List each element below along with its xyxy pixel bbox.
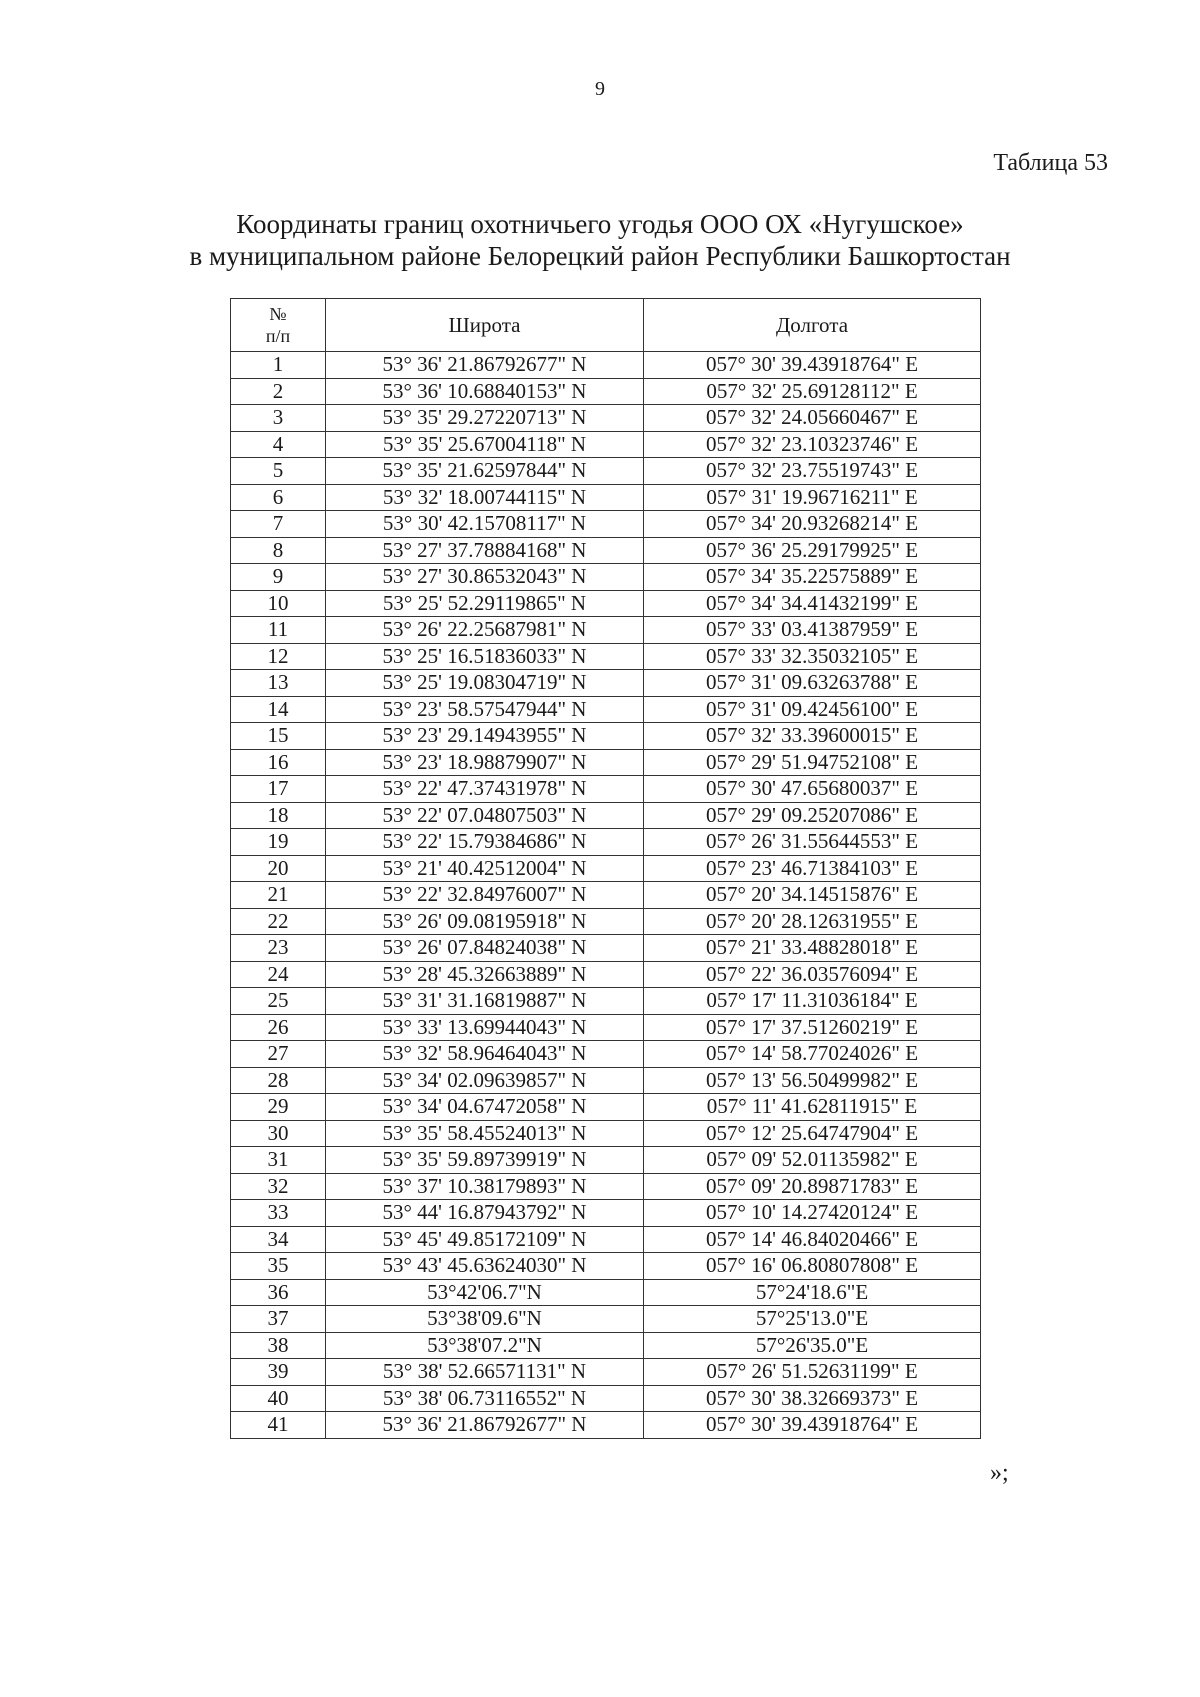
table-row: [231, 352, 981, 379]
title-line-1: Координаты границ охотничьего угодья ООО ОХ «Нугушское»: [236, 209, 964, 239]
table-row: [231, 1120, 981, 1147]
row-number-cell: 26: [231, 1014, 326, 1041]
row-number-cell: 10: [231, 590, 326, 617]
longitude-cell: 057° 11' 41.62811915" E: [644, 1094, 981, 1121]
row-number-cell: 29: [231, 1094, 326, 1121]
table-row: [231, 1147, 981, 1174]
table-row: [231, 1200, 981, 1227]
table-row: [231, 484, 981, 511]
header-number-line-1: №: [269, 304, 287, 324]
latitude-cell: 53° 23' 58.57547944" N: [326, 696, 644, 723]
latitude-cell: 53° 22' 15.79384686" N: [326, 829, 644, 856]
longitude-cell: 057° 17' 37.51260219" E: [644, 1014, 981, 1041]
row-number-cell: 38: [231, 1332, 326, 1359]
longitude-cell: 057° 20' 28.12631955" E: [644, 908, 981, 935]
latitude-cell: 53° 26' 22.25687981" N: [326, 617, 644, 644]
table-row: [231, 1067, 981, 1094]
row-number-cell: 33: [231, 1200, 326, 1227]
longitude-cell: 057° 16' 06.80807808" E: [644, 1253, 981, 1280]
row-number-cell: 25: [231, 988, 326, 1015]
header-longitude: Долгота: [644, 299, 981, 352]
row-number-cell: 6: [231, 484, 326, 511]
longitude-cell: 057° 34' 20.93268214" E: [644, 511, 981, 538]
latitude-cell: 53°42'06.7"N: [326, 1279, 644, 1306]
latitude-cell: 53° 30' 42.15708117" N: [326, 511, 644, 538]
longitude-cell: 057° 31' 09.42456100" E: [644, 696, 981, 723]
longitude-cell: 057° 31' 19.96716211" E: [644, 484, 981, 511]
table-row: [231, 431, 981, 458]
row-number-cell: 4: [231, 431, 326, 458]
title-line-2: в муниципальном районе Белорецкий район Республики Башкортостан: [189, 241, 1011, 271]
longitude-cell: 057° 32' 33.39600015" E: [644, 723, 981, 750]
longitude-cell: 057° 30' 39.43918764" E: [644, 352, 981, 379]
row-number-cell: 24: [231, 961, 326, 988]
table-row: [231, 935, 981, 962]
longitude-cell: 057° 30' 39.43918764" E: [644, 1412, 981, 1439]
longitude-cell: 057° 29' 09.25207086" E: [644, 802, 981, 829]
latitude-cell: 53° 22' 07.04807503" N: [326, 802, 644, 829]
latitude-cell: 53° 35' 59.89739919" N: [326, 1147, 644, 1174]
table-row: [231, 405, 981, 432]
table-row: [231, 378, 981, 405]
longitude-cell: 57°26'35.0"E: [644, 1332, 981, 1359]
row-number-cell: 32: [231, 1173, 326, 1200]
coordinates-table: [230, 298, 981, 1439]
table-row: [231, 1226, 981, 1253]
row-number-cell: 2: [231, 378, 326, 405]
longitude-cell: 057° 12' 25.64747904" E: [644, 1120, 981, 1147]
longitude-cell: 057° 31' 09.63263788" E: [644, 670, 981, 697]
latitude-cell: 53° 23' 29.14943955" N: [326, 723, 644, 750]
table-row: [231, 1412, 981, 1439]
latitude-cell: 53° 34' 02.09639857" N: [326, 1067, 644, 1094]
latitude-cell: 53° 38' 52.66571131" N: [326, 1359, 644, 1386]
table-row: [231, 643, 981, 670]
latitude-cell: 53° 27' 30.86532043" N: [326, 564, 644, 591]
latitude-cell: 53° 35' 25.67004118" N: [326, 431, 644, 458]
longitude-cell: 057° 26' 51.52631199" E: [644, 1359, 981, 1386]
row-number-cell: 13: [231, 670, 326, 697]
latitude-cell: 53° 27' 37.78884168" N: [326, 537, 644, 564]
longitude-cell: 057° 23' 46.71384103" E: [644, 855, 981, 882]
table-row: [231, 1332, 981, 1359]
table-row: [231, 617, 981, 644]
table-body: [231, 352, 981, 1439]
table-row: [231, 776, 981, 803]
table-row: [231, 590, 981, 617]
longitude-cell: 057° 13' 56.50499982" E: [644, 1067, 981, 1094]
latitude-cell: 53° 37' 10.38179893" N: [326, 1173, 644, 1200]
longitude-cell: 057° 29' 51.94752108" E: [644, 749, 981, 776]
longitude-cell: 057° 33' 03.41387959" E: [644, 617, 981, 644]
row-number-cell: 16: [231, 749, 326, 776]
table-row: [231, 749, 981, 776]
longitude-cell: 057° 14' 46.84020466" E: [644, 1226, 981, 1253]
longitude-cell: 057° 09' 20.89871783" E: [644, 1173, 981, 1200]
longitude-cell: 057° 14' 58.77024026" E: [644, 1041, 981, 1068]
latitude-cell: 53° 28' 45.32663889" N: [326, 961, 644, 988]
table-row: [231, 802, 981, 829]
row-number-cell: 3: [231, 405, 326, 432]
row-number-cell: 40: [231, 1385, 326, 1412]
header-number-line-2: п/п: [265, 326, 291, 346]
row-number-cell: 27: [231, 1041, 326, 1068]
latitude-cell: 53° 35' 29.27220713" N: [326, 405, 644, 432]
latitude-cell: 53° 35' 21.62597844" N: [326, 458, 644, 485]
longitude-cell: 057° 36' 25.29179925" E: [644, 537, 981, 564]
header-latitude: Широта: [326, 299, 644, 352]
row-number-cell: 30: [231, 1120, 326, 1147]
longitude-cell: 57°25'13.0"E: [644, 1306, 981, 1333]
row-number-cell: 8: [231, 537, 326, 564]
latitude-cell: 53° 32' 58.96464043" N: [326, 1041, 644, 1068]
row-number-cell: 5: [231, 458, 326, 485]
row-number-cell: 37: [231, 1306, 326, 1333]
row-number-cell: 35: [231, 1253, 326, 1280]
row-number-cell: 19: [231, 829, 326, 856]
longitude-cell: 057° 32' 23.75519743" E: [644, 458, 981, 485]
row-number-cell: 1: [231, 352, 326, 379]
latitude-cell: 53° 31' 31.16819887" N: [326, 988, 644, 1015]
latitude-cell: 53° 22' 47.37431978" N: [326, 776, 644, 803]
row-number-cell: 11: [231, 617, 326, 644]
table-row: [231, 537, 981, 564]
longitude-cell: 057° 33' 32.35032105" E: [644, 643, 981, 670]
table-row: [231, 1253, 981, 1280]
table-row: [231, 1359, 981, 1386]
table-row: [231, 1094, 981, 1121]
table-row: [231, 855, 981, 882]
table-row: [231, 1279, 981, 1306]
latitude-cell: 53°38'07.2"N: [326, 1332, 644, 1359]
latitude-cell: 53° 26' 09.08195918" N: [326, 908, 644, 935]
table-row: [231, 1306, 981, 1333]
header-number: [231, 299, 326, 352]
table-row: [231, 1173, 981, 1200]
table-row: [231, 696, 981, 723]
table-row: [231, 1041, 981, 1068]
latitude-cell: 53° 36' 10.68840153" N: [326, 378, 644, 405]
longitude-cell: 057° 20' 34.14515876" E: [644, 882, 981, 909]
row-number-cell: 41: [231, 1412, 326, 1439]
table-row: [231, 670, 981, 697]
latitude-cell: 53° 43' 45.63624030" N: [326, 1253, 644, 1280]
table-row: [231, 1385, 981, 1412]
longitude-cell: 057° 32' 23.10323746" E: [644, 431, 981, 458]
latitude-cell: 53° 32' 18.00744115" N: [326, 484, 644, 511]
latitude-cell: 53° 36' 21.86792677" N: [326, 352, 644, 379]
closing-quote-mark: »;: [990, 1460, 1009, 1486]
latitude-cell: 53° 25' 16.51836033" N: [326, 643, 644, 670]
document-title: [0, 208, 1200, 272]
row-number-cell: 7: [231, 511, 326, 538]
row-number-cell: 14: [231, 696, 326, 723]
table-label: Таблица 53: [993, 150, 1108, 176]
row-number-cell: 20: [231, 855, 326, 882]
latitude-cell: 53° 36' 21.86792677" N: [326, 1412, 644, 1439]
latitude-cell: 53° 33' 13.69944043" N: [326, 1014, 644, 1041]
page-number: 9: [595, 78, 605, 100]
latitude-cell: 53° 23' 18.98879907" N: [326, 749, 644, 776]
table-row: [231, 458, 981, 485]
longitude-cell: 057° 22' 36.03576094" E: [644, 961, 981, 988]
latitude-cell: 53° 21' 40.42512004" N: [326, 855, 644, 882]
longitude-cell: 057° 32' 24.05660467" E: [644, 405, 981, 432]
row-number-cell: 22: [231, 908, 326, 935]
row-number-cell: 17: [231, 776, 326, 803]
table-row: [231, 882, 981, 909]
longitude-cell: 057° 09' 52.01135982" E: [644, 1147, 981, 1174]
row-number-cell: 12: [231, 643, 326, 670]
row-number-cell: 18: [231, 802, 326, 829]
latitude-cell: 53° 38' 06.73116552" N: [326, 1385, 644, 1412]
latitude-cell: 53° 22' 32.84976007" N: [326, 882, 644, 909]
latitude-cell: 53° 25' 52.29119865" N: [326, 590, 644, 617]
longitude-cell: 057° 10' 14.27420124" E: [644, 1200, 981, 1227]
table-row: [231, 908, 981, 935]
latitude-cell: 53° 45' 49.85172109" N: [326, 1226, 644, 1253]
longitude-cell: 057° 17' 11.31036184" E: [644, 988, 981, 1015]
longitude-cell: 057° 21' 33.48828018" E: [644, 935, 981, 962]
longitude-cell: 057° 34' 34.41432199" E: [644, 590, 981, 617]
longitude-cell: 57°24'18.6"E: [644, 1279, 981, 1306]
row-number-cell: 15: [231, 723, 326, 750]
row-number-cell: 23: [231, 935, 326, 962]
longitude-cell: 057° 30' 47.65680037" E: [644, 776, 981, 803]
row-number-cell: 31: [231, 1147, 326, 1174]
table-row: [231, 723, 981, 750]
latitude-cell: 53°38'09.6"N: [326, 1306, 644, 1333]
table-row: [231, 511, 981, 538]
row-number-cell: 28: [231, 1067, 326, 1094]
table-row: [231, 988, 981, 1015]
longitude-cell: 057° 30' 38.32669373" E: [644, 1385, 981, 1412]
latitude-cell: 53° 25' 19.08304719" N: [326, 670, 644, 697]
table-row: [231, 1014, 981, 1041]
table-row: [231, 829, 981, 856]
latitude-cell: 53° 26' 07.84824038" N: [326, 935, 644, 962]
table-row: [231, 564, 981, 591]
longitude-cell: 057° 26' 31.55644553" E: [644, 829, 981, 856]
latitude-cell: 53° 44' 16.87943792" N: [326, 1200, 644, 1227]
longitude-cell: 057° 34' 35.22575889" E: [644, 564, 981, 591]
table-row: [231, 961, 981, 988]
row-number-cell: 21: [231, 882, 326, 909]
row-number-cell: 39: [231, 1359, 326, 1386]
row-number-cell: 34: [231, 1226, 326, 1253]
latitude-cell: 53° 34' 04.67472058" N: [326, 1094, 644, 1121]
row-number-cell: 9: [231, 564, 326, 591]
longitude-cell: 057° 32' 25.69128112" E: [644, 378, 981, 405]
table-header-row: [231, 299, 981, 352]
latitude-cell: 53° 35' 58.45524013" N: [326, 1120, 644, 1147]
row-number-cell: 36: [231, 1279, 326, 1306]
